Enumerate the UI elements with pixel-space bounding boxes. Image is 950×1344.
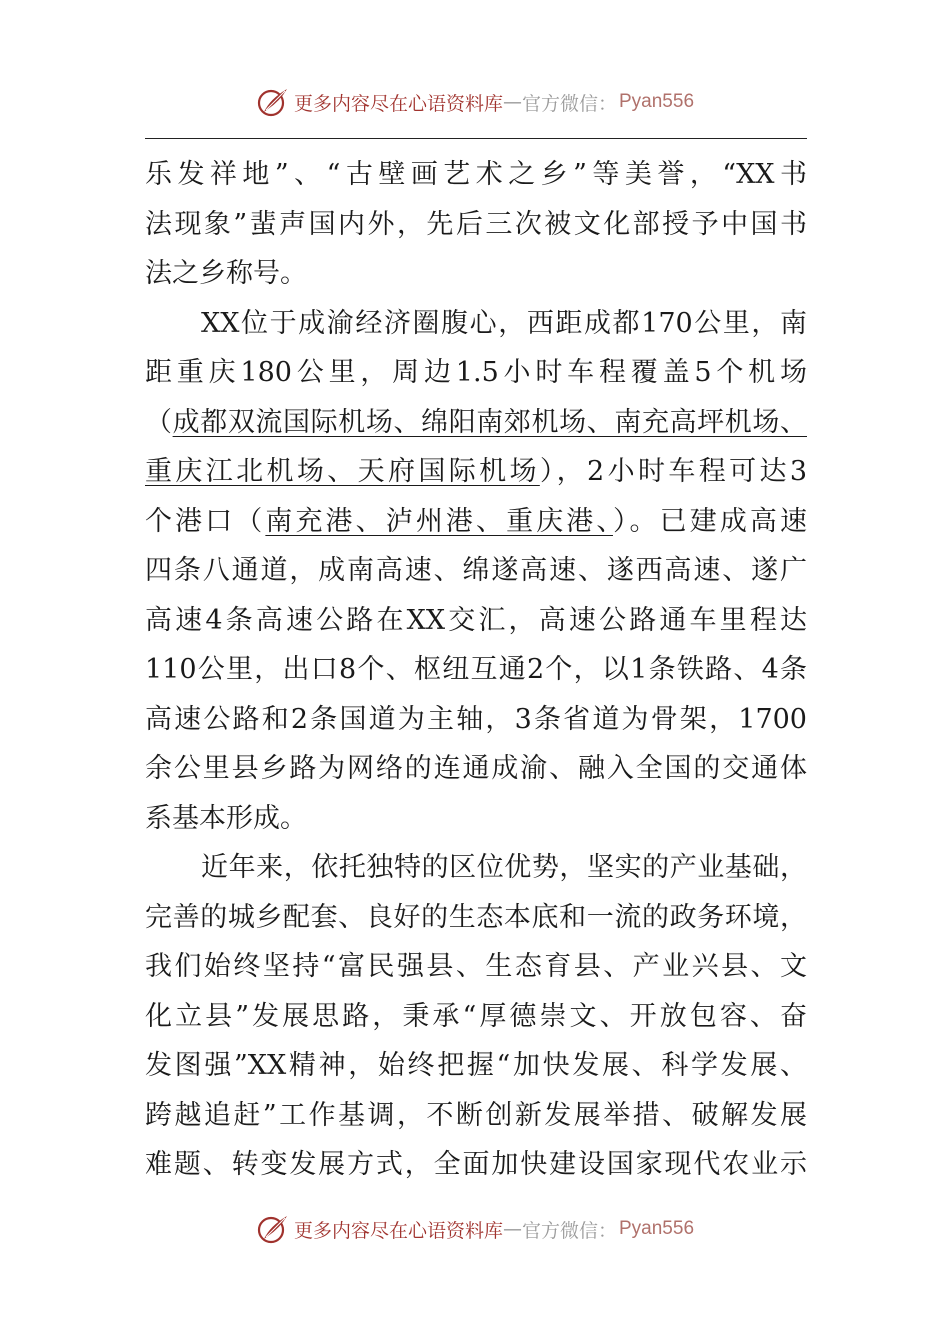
text-segment: （ bbox=[145, 406, 173, 438]
text-segment: ），2小时车程可达3 bbox=[539, 456, 807, 487]
text-line bbox=[145, 447, 807, 497]
header-brand: 更多内容尽在心语资料库 bbox=[293, 92, 503, 115]
header-banner bbox=[0, 82, 950, 122]
text-line: 110公里，出口8个、枢纽互通2个，以1条铁路、4条 bbox=[145, 654, 807, 685]
quill-logo-icon bbox=[256, 1212, 290, 1246]
header-divider bbox=[145, 138, 807, 139]
text-line: 高速4条高速公路在XX交汇，高速公路通车里程达 bbox=[145, 604, 807, 636]
underlined-airports-cont: 重庆江北机场、天府国际机场 bbox=[145, 456, 540, 487]
text-line: 我们始终坚持“富民强县、生态育县、产业兴县、文 bbox=[145, 951, 807, 982]
text-line: 余公里县乡路为网络的连通成渝、融入全国的交通体 bbox=[145, 753, 807, 784]
text-segment: 个港口（ bbox=[145, 505, 266, 537]
text-segment: ）。已建成高速 bbox=[612, 505, 808, 537]
text-line: 乐发祥地”、“古壁画艺术之乡”等美誉，“XX书 bbox=[145, 159, 807, 190]
text-line: 法现象”蜚声国内外，先后三次被文化部授予中国书 bbox=[145, 208, 807, 240]
text-line: 距重庆180公里，周边1.5小时车程覆盖5个机场 bbox=[145, 357, 807, 388]
underlined-ports: 南充港、泸州港、重庆港、 bbox=[265, 505, 613, 537]
header-wechat-id: Pyan556 bbox=[619, 91, 695, 112]
text-line: 完善的城乡配套、良好的生态本底和一流的政务环境， bbox=[145, 901, 807, 933]
text-line: 高速公路和2条国道为主轴，3条省道为骨架，1700 bbox=[145, 703, 807, 735]
text-line bbox=[145, 398, 807, 448]
text-line: XX位于成渝经济圈腹心，西距成都170公里，南 bbox=[201, 307, 807, 339]
text-line bbox=[145, 497, 807, 547]
text-line: 系基本形成。 bbox=[145, 802, 307, 834]
footer-wechat-id: Pyan556 bbox=[619, 1218, 695, 1239]
text-line: 近年来，依托独特的区位优势，坚实的产业基础， bbox=[201, 852, 807, 883]
footer-wechat-label: 官方微信： bbox=[521, 1219, 617, 1242]
quill-logo-icon bbox=[256, 85, 290, 119]
header-separator: — bbox=[502, 91, 522, 113]
paragraph-2 bbox=[145, 299, 807, 844]
text-line: 化立县”发展思路，秉承“厚德崇文、开放包容、奋 bbox=[145, 1000, 807, 1032]
footer-banner bbox=[0, 1209, 950, 1249]
text-line: 跨越追赶”工作基调，不断创新发展举措、破解发展 bbox=[145, 1099, 807, 1131]
text-line: 法之乡称号。 bbox=[145, 258, 307, 289]
paragraph-3 bbox=[145, 843, 807, 1190]
footer-brand: 更多内容尽在心语资料库 bbox=[293, 1219, 503, 1242]
underlined-airports: 成都双流国际机场、绵阳南郊机场、南充高坪机场、 bbox=[172, 406, 807, 438]
text-line: 四条八通道，成南高速、绵遂高速、遂西高速、遂广 bbox=[145, 555, 807, 586]
footer-separator: — bbox=[502, 1218, 522, 1240]
header-wechat-label: 官方微信： bbox=[521, 92, 617, 115]
text-line: 难题、转变发展方式，全面加快建设国家现代农业示 bbox=[145, 1149, 807, 1180]
paragraph-1 bbox=[145, 150, 807, 299]
text-line: 发图强”XX精神，始终把握“加快发展、科学发展、 bbox=[145, 1050, 807, 1081]
document-body bbox=[145, 150, 807, 1190]
